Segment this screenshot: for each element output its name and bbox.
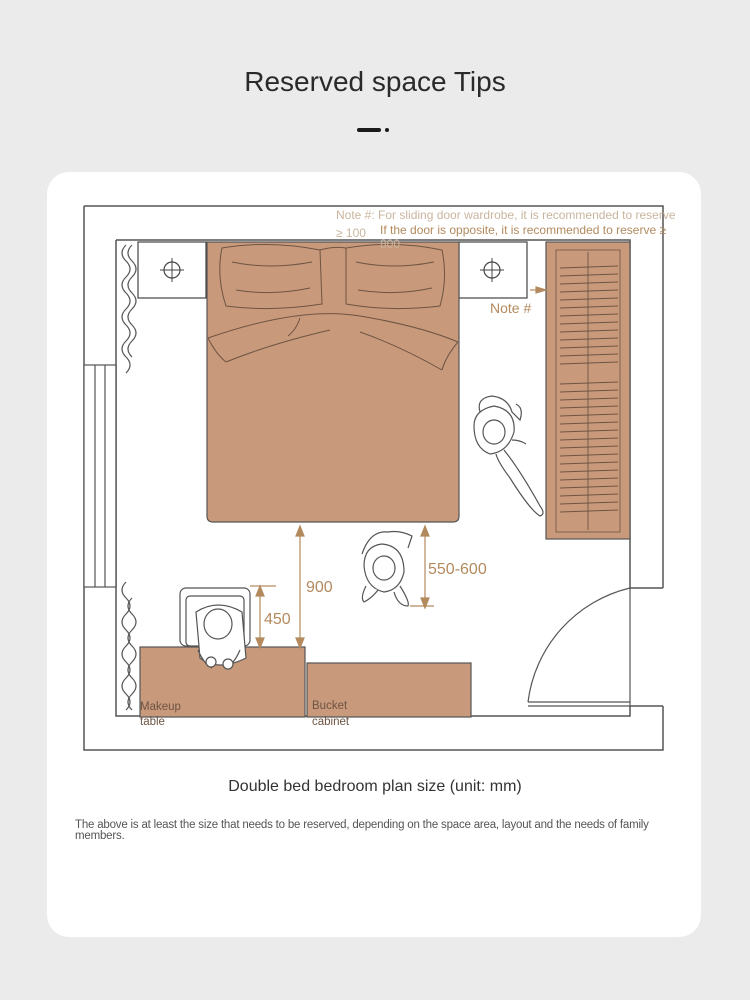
bucket-label-2: cabinet bbox=[312, 716, 350, 728]
note-line-3: If the door is opposite, it is recommended to reserve ≥ bbox=[380, 223, 667, 237]
person-seated bbox=[196, 605, 246, 669]
makeup-label-1: Makeup bbox=[140, 701, 181, 713]
dim-550-600-label: 550-600 bbox=[428, 561, 487, 578]
double-bed bbox=[207, 242, 459, 522]
door bbox=[528, 588, 630, 706]
plan-caption: Double bed bedroom plan size (unit: mm) bbox=[228, 778, 522, 795]
person-walking-wardrobe bbox=[474, 396, 543, 516]
footnote: The above is at least the size that needs to be reserved, depending on the space area, layout and the needs of family members. bbox=[75, 819, 649, 842]
dim-900-label: 900 bbox=[306, 579, 333, 596]
note-marker-label: Note # bbox=[490, 300, 532, 316]
makeup-label-2: table bbox=[140, 716, 165, 728]
note-line-1: Note #: For sliding door wardrobe, it is recommended to reserve bbox=[336, 208, 676, 222]
note-line-4: 800 bbox=[380, 237, 401, 251]
nightstand-left bbox=[138, 242, 206, 298]
curtain-top bbox=[122, 245, 136, 373]
note-line-2: ≥ 100 bbox=[336, 226, 366, 240]
dim-450-label: 450 bbox=[264, 611, 291, 628]
page-title: Reserved space Tips bbox=[244, 66, 506, 97]
nightstand-right bbox=[459, 242, 527, 298]
wardrobe bbox=[546, 242, 630, 539]
curtain-bottom bbox=[122, 582, 136, 710]
person-walking-center bbox=[362, 532, 412, 607]
window bbox=[84, 365, 116, 587]
bucket-label-1: Bucket bbox=[312, 700, 348, 712]
